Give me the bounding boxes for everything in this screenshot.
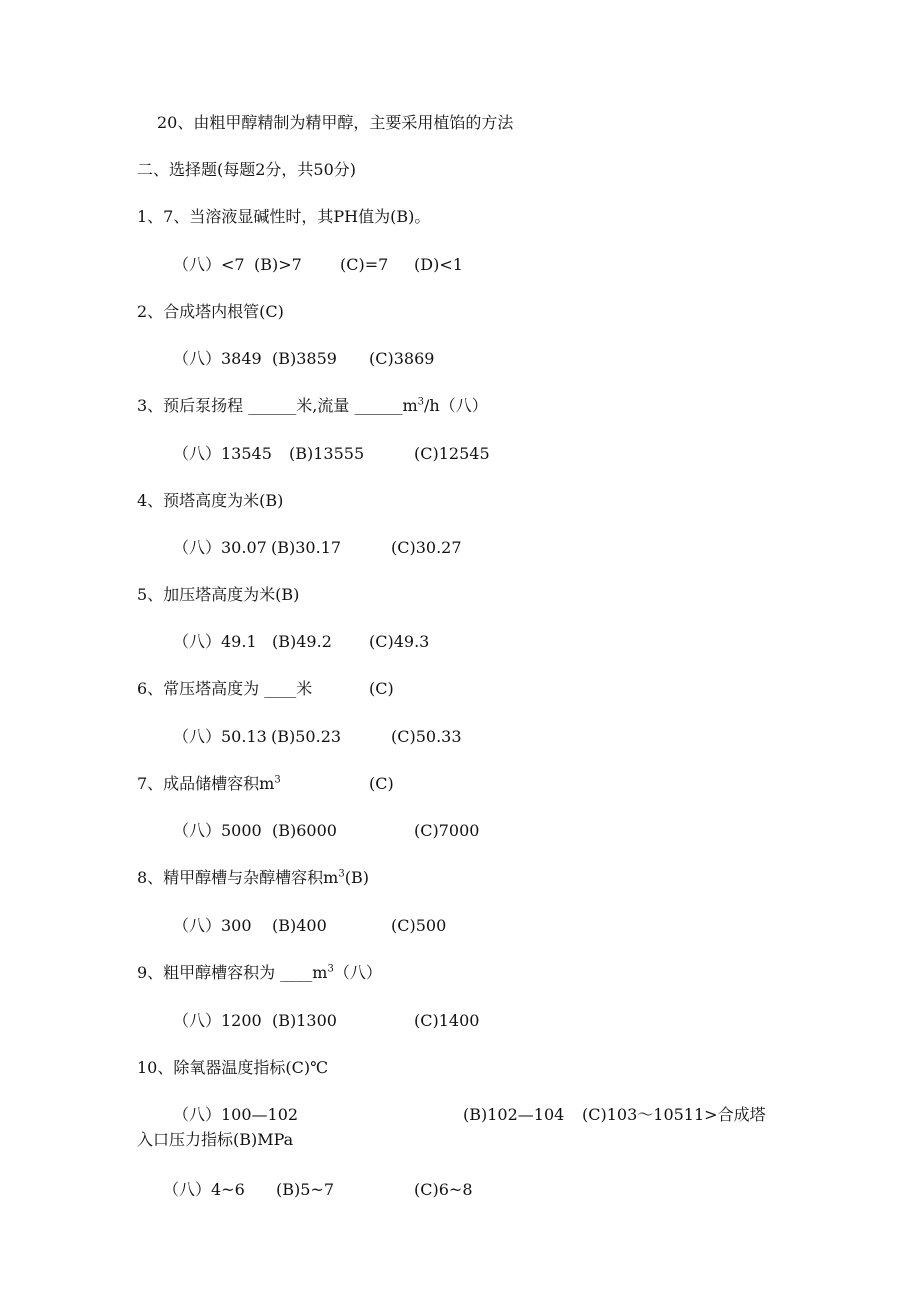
- question-10-stem: 10、除氧器温度指标(C)℃: [137, 1058, 328, 1077]
- question-11-option-a: （八）4~6: [163, 1180, 245, 1199]
- question-6-option-c: (C)50.33: [391, 727, 462, 746]
- question-1-option-c: (C)=7: [340, 255, 389, 274]
- question-11-stem: 入口压力指标(B)MPa: [137, 1130, 294, 1149]
- question-10-option-a: （八）100—102: [173, 1105, 299, 1124]
- question-9-stem: 9、粗甲醇槽容积为 $\_\_\_\_m^3$（八）: [137, 963, 382, 982]
- question-2-option-b: (B)3859: [272, 349, 337, 368]
- question-4-stem: 4、预塔高度为米(B): [137, 491, 284, 510]
- question-20: 20、由粗甲醇精制为精甲醇，主要采用植馅的方法: [157, 113, 514, 132]
- question-2-option-c: (C)3869: [369, 349, 435, 368]
- question-2-option-a: （八）3849: [173, 349, 262, 368]
- question-9-option-b: (B)1300: [272, 1011, 337, 1030]
- question-6-stem: 6、常压塔高度为 ____米: [137, 679, 313, 698]
- section-heading: 二、选择题(每题2分，共50分): [137, 160, 357, 179]
- question-1-option-d: (D)<1: [414, 255, 463, 274]
- question-3-option-b: (B)13555: [289, 444, 365, 463]
- question-10-option-c: (C)103～10511>合成塔: [582, 1105, 766, 1124]
- question-6-option-a: （八）50.13: [173, 727, 267, 746]
- question-11-option-c: (C)6~8: [414, 1180, 473, 1199]
- question-1-stem: 1、7、当溶液显碱性时，其PH值为(B)。: [137, 207, 431, 226]
- question-1-option-b: (B)>7: [254, 255, 302, 274]
- question-5-option-a: （八）49.1: [173, 632, 257, 651]
- question-6-option-b: (B)50.23: [271, 727, 342, 746]
- question-4-option-a: （八）30.07: [173, 538, 267, 557]
- question-5-option-c: (C)49.3: [369, 632, 430, 651]
- question-9-option-c: (C)1400: [414, 1011, 480, 1030]
- question-3-stem: 3、预后泵扬程 ______米,流量 $\_\_\_\_\_\_m^3/h$（八）: [137, 396, 488, 415]
- question-8-stem: 8、精甲醇槽与杂醇槽容积$m^3(B)$: [137, 868, 369, 887]
- question-6-answer: (C): [369, 679, 394, 698]
- question-7-option-a: （八）5000: [173, 821, 262, 840]
- question-8-option-c: (C)500: [391, 916, 447, 935]
- question-10-option-b: (B)102—104: [463, 1105, 565, 1124]
- question-7-option-c: (C)7000: [414, 821, 480, 840]
- question-1-option-a: （八）<7: [173, 255, 245, 274]
- question-5-stem: 5、加压塔高度为米(B): [137, 585, 300, 604]
- question-7-stem: 7、成品储槽容积$m^3$: [137, 774, 281, 793]
- question-4-option-b: (B)30.17: [271, 538, 342, 557]
- question-3-option-c: (C)12545: [414, 444, 490, 463]
- question-5-option-b: (B)49.2: [272, 632, 332, 651]
- question-7-answer: (C): [369, 774, 394, 793]
- question-8-option-a: （八）300: [173, 916, 252, 935]
- question-7-option-b: (B)6000: [272, 821, 337, 840]
- question-9-option-a: （八）1200: [173, 1011, 262, 1030]
- question-4-option-c: (C)30.27: [391, 538, 462, 557]
- question-2-stem: 2、合成塔内根管(C): [137, 302, 284, 321]
- question-8-option-b: (B)400: [272, 916, 327, 935]
- question-11-option-b: (B)5~7: [276, 1180, 335, 1199]
- question-3-option-a: （八）13545: [173, 444, 272, 463]
